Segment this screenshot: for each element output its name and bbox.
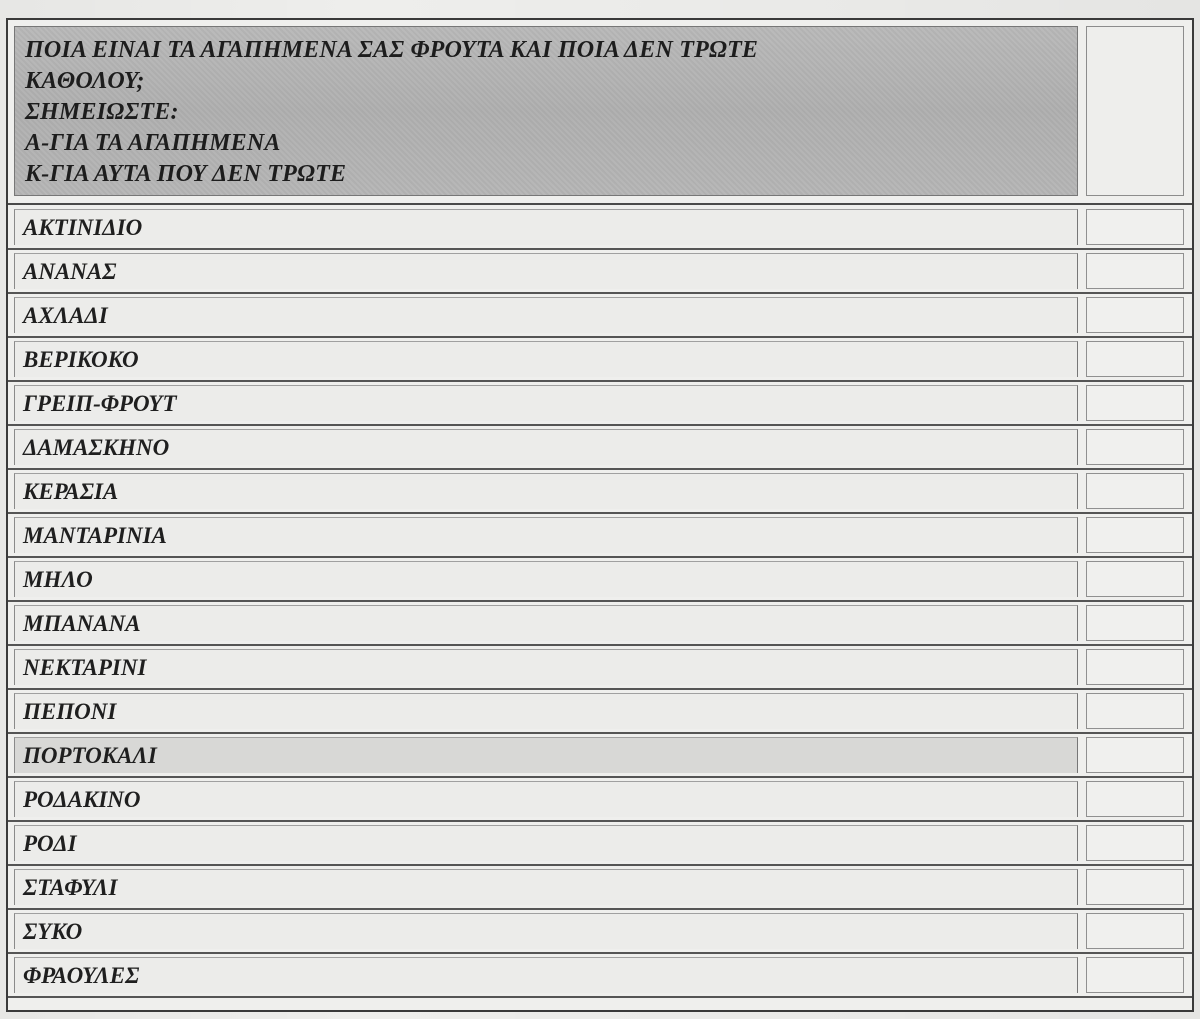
fruit-label-cell [14,649,1078,685]
fruit-label-cell [14,341,1078,377]
fruit-row-mantarinia [8,514,1192,558]
instruction-line-favorite: Α-ΓΙΑ ΤΑ ΑΓΑΠΗΜΕΝΑ [25,130,281,156]
fruit-label-cell [14,737,1078,773]
mark-cell-stafyli[interactable] [1086,869,1184,905]
fruit-label: ΑΝΑΝΑΣ [23,259,117,284]
fruit-label: ΜΑΝΤΑΡΙΝΙΑ [23,523,167,548]
fruit-label-cell [14,605,1078,641]
mark-cell-peponi[interactable] [1086,693,1184,729]
fruit-label-cell [14,473,1078,509]
fruit-label: ΑΧΛΑΔΙ [23,303,108,328]
mark-cell-milo[interactable] [1086,561,1184,597]
fruit-label-cell [14,297,1078,333]
mark-cell-nektarini[interactable] [1086,649,1184,685]
fruit-row-milo [8,558,1192,602]
mark-cell-portokali[interactable] [1086,737,1184,773]
fruit-row-greip-frout [8,382,1192,426]
fruit-row-kerasia [8,470,1192,514]
fruit-label: ΣΤΑΦΥΛΙ [23,875,118,900]
fruit-label-cell [14,957,1078,993]
fruit-list [8,206,1192,998]
fruit-label: ΚΕΡΑΣΙΑ [23,479,119,504]
form-instructions [14,26,1078,196]
mark-cell-greip-frout[interactable] [1086,385,1184,421]
mark-cell-damaskino[interactable] [1086,429,1184,465]
mark-cell-rodi[interactable] [1086,825,1184,861]
fruit-label-cell [14,209,1078,245]
fruit-label-cell [14,693,1078,729]
fruit-row-ananas [8,250,1192,294]
fruit-label: ΠΕΠΟΝΙ [23,699,117,724]
fruit-label: ΒΕΡΙΚΟΚΟ [23,347,139,372]
fruit-label-cell [14,517,1078,553]
mark-cell-mantarinia[interactable] [1086,517,1184,553]
fruit-label-cell [14,561,1078,597]
fruit-label-cell [14,429,1078,465]
instruction-line-question-end: ΚΑΘΟΛΟΥ; [25,68,145,94]
fruit-row-syko [8,910,1192,954]
fruit-label-cell [14,385,1078,421]
fruit-label: ΡΟΔΙ [23,831,77,856]
fruit-row-rodakino [8,778,1192,822]
fruit-row-fraoules [8,954,1192,998]
fruit-row-rodi [8,822,1192,866]
fruit-row-peponi [8,690,1192,734]
fruit-label-cell [14,825,1078,861]
mark-cell-verikoko[interactable] [1086,341,1184,377]
mark-cell-banana[interactable] [1086,605,1184,641]
mark-cell-fraoules[interactable] [1086,957,1184,993]
fruit-row-stafyli [8,866,1192,910]
fruit-row-portokali [8,734,1192,778]
fruit-row-aktinidio [8,206,1192,250]
fruit-row-achladi [8,294,1192,338]
fruit-label: ΔΑΜΑΣΚΗΝΟ [23,435,170,460]
fruit-row-nektarini [8,646,1192,690]
fruit-label: ΜΗΛΟ [23,567,93,592]
mark-cell-achladi[interactable] [1086,297,1184,333]
fruit-row-damaskino [8,426,1192,470]
fruit-label-cell [14,781,1078,817]
fruit-label-cell [14,913,1078,949]
fruit-label: ΑΚΤΙΝΙΔΙΟ [23,215,143,240]
mark-cell-ananas[interactable] [1086,253,1184,289]
instruction-line-never-eat: Κ-ΓΙΑ ΑΥΤΑ ΠΟΥ ΔΕΝ ΤΡΩΤΕ [25,161,347,187]
fruit-label-cell [14,253,1078,289]
mark-cell-kerasia[interactable] [1086,473,1184,509]
fruit-row-banana [8,602,1192,646]
mark-cell-rodakino[interactable] [1086,781,1184,817]
instruction-line-question: ΠΟΙΑ ΕΙΝΑΙ ΤΑ ΑΓΑΠΗΜΕΝΑ ΣΑΣ ΦΡΟΥΤΑ ΚΑΙ ΠΟΙΑ ΔΕΝ ΤΡΩΤΕ [25,37,759,63]
fruit-label: ΡΟΔΑΚΙΝΟ [23,787,141,812]
header-mark-column [1086,26,1184,196]
fruit-label-cell [14,869,1078,905]
fruit-row-verikoko [8,338,1192,382]
fruit-label: ΠΟΡΤΟΚΑΛΙ [23,743,157,768]
fruit-label: ΓΡΕΙΠ-ΦΡΟΥΤ [23,391,177,416]
mark-cell-syko[interactable] [1086,913,1184,949]
fruit-label: ΝΕΚΤΑΡΙΝΙ [23,655,147,680]
fruit-preference-form [6,18,1194,1012]
fruit-label: ΜΠΑΝΑΝΑ [23,611,141,636]
form-header-row [8,20,1192,205]
instruction-line-note: ΣΗΜΕΙΩΣΤΕ: [25,99,179,125]
mark-cell-aktinidio[interactable] [1086,209,1184,245]
fruit-label: ΦΡΑΟΥΛΕΣ [23,963,140,988]
fruit-label: ΣΥΚΟ [23,919,83,944]
